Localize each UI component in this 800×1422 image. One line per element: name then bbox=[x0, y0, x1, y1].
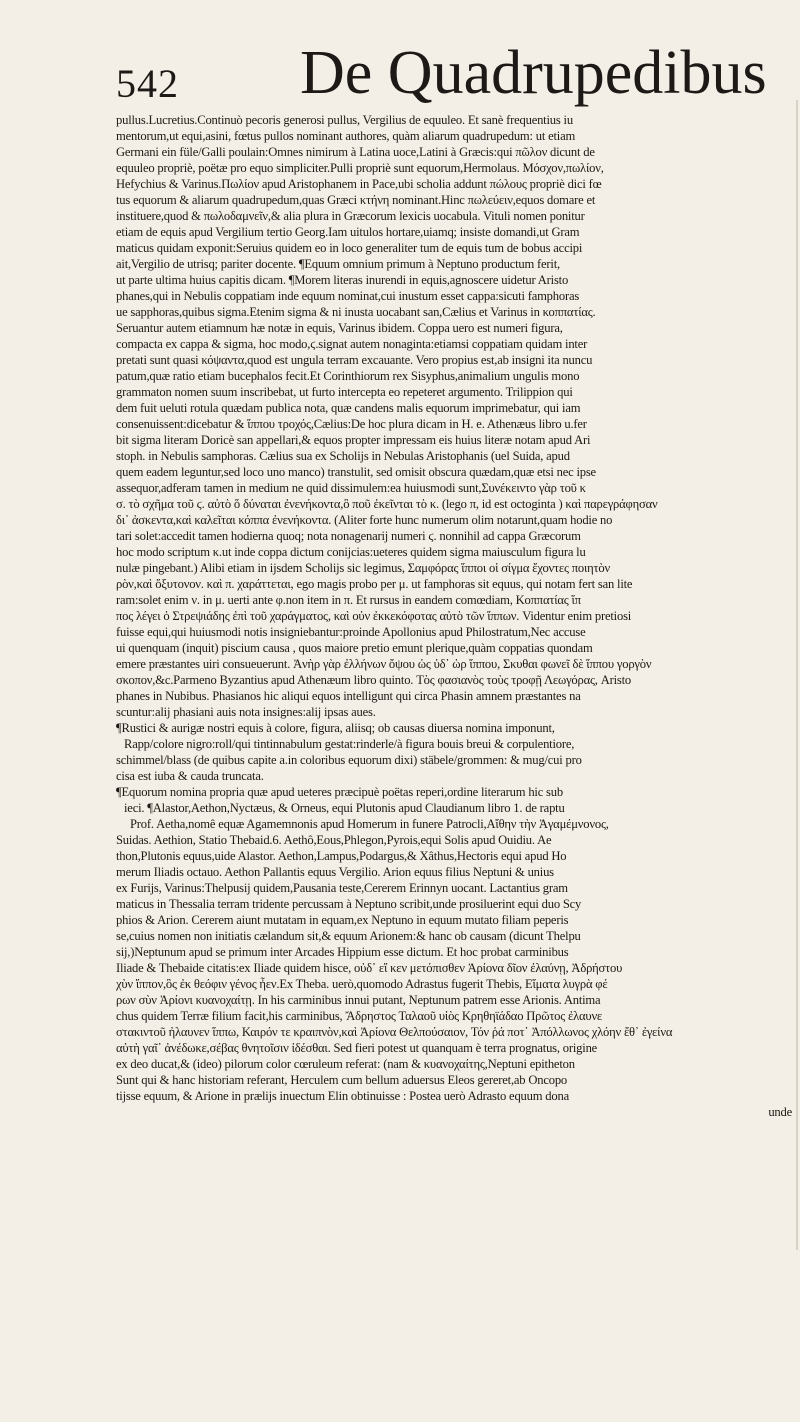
text-line: phanes in Nubibus. Phasianos hic aliqui equos intelligunt qui circa Phasin amnem præstantes na bbox=[116, 689, 581, 703]
text-line: maticus quidam exponit:Seruius quidem eo in loco generaliter tum de equis tum de bobus accipi bbox=[116, 241, 583, 255]
text-line: Iliade & Thebaide citatis:ex Iliade quidem hisce, οὐδ᾽ εἴ κεν μετόπισθεν Ἀρίονα δῖον ἐλαύνῃ, Ἀδρήστου bbox=[116, 961, 623, 975]
text-line: σ. τὸ σχῆμα τοῦ ϛ. αὐτὸ ὅ δύναται ἐνενήκοντα,ὃ ποῦ ἐκεῖνται τὸ κ. (lego π, id est octoginta ) καὶ παρεγράφησαν bbox=[116, 497, 658, 511]
text-line: ieci. ¶Alastor,Aethon,Nyctæus, & Orneus, equi Plutonis apud Claudianum libro 1. de raptu bbox=[124, 801, 565, 815]
text-line: Suidas. Aethion, Statio Thebaid.6. Aethô,Eous,Phlegon,Pyrois,equi Solis apud Ouidiu. Ae bbox=[116, 833, 552, 847]
text-line: tus equorum & aliarum quadrupedum,quas Græci κτήνη nominant.Hinc πωλεύειν,equos domare et bbox=[116, 193, 596, 207]
text-line: ¶Equorum nomina propria quæ apud ueteres præcipuè poëtas reperi,ordine literarum hic sub bbox=[116, 785, 563, 799]
text-line: tari solet:accedit tamen hodierna quoq; nota nonagenarij numeri ϛ. nonnihil ad cappa Græcorum bbox=[116, 529, 581, 543]
text-line: Rapp/colore nigro:roll/qui tintinnabulum gestat:rinderle/à figura bouis breui & corpulentiore, bbox=[124, 737, 575, 751]
text-line: bit sigma literam Doricè san appellari,& equos propter impressam eis huius literæ notam apud Ari bbox=[116, 433, 591, 447]
text-line: fuisse equi,qui huiusmodi notis insigniebantur:proinde Apollonius apud Philostratum,Nec accuse bbox=[116, 625, 586, 639]
text-line: ue sapphoras,quibus sigma.Etenim sigma & ni inusta uocabant san,Cælius et Varinus in κοππατίας. bbox=[116, 305, 596, 319]
text-line: Hefychius & Varinus.Πωλίον apud Aristophanem in Pace,ubi scholia addunt πώλους propriè dici fœ bbox=[116, 177, 602, 191]
body-text bbox=[116, 112, 792, 1232]
text-line: χὺν ἵππον,ὃς ἐκ θεόφιν γένος ἦεν.Ex Theba. uerò,quomodo Adrastus fugerit Thebis, Εἵματα λυγρὰ φέ bbox=[116, 977, 608, 991]
text-line: ρων σὺν Ἀρίονι κυανοχαίτῃ. In his carminibus innui putant, Neptunum patrem esse Arionis. Antima bbox=[116, 993, 601, 1007]
text-line: Seruantur autem etiamnum hæ notæ in equis, Varinus ibidem. Coppa uero est numeri figura, bbox=[116, 321, 563, 335]
text-line: Prof. Aetha,nomê equæ Agamemnonis apud Homerum in funere Patrocli,Αἴθην τὴν Ἀγαμέμνονος, bbox=[130, 817, 609, 831]
text-line: pullus.Lucretius.Continuò pecoris generosi pullus, Vergilius de equuleo. Et sanè frequentius iu bbox=[116, 113, 573, 127]
text-line: ut parte ultima huius capitis dicam. ¶Morem literas inurendi in equis,agnoscere uidetur Aristo bbox=[116, 273, 569, 287]
text-line: mentorum,ut equi,asini, fœtus pullos nominant authores, quàm aliarum quadrupedum: ut etiam bbox=[116, 129, 576, 143]
text-line: thon,Plutonis equus,uide Alastor. Aethon,Lampus,Podargus,& Xâthus,Hectoris equi apud Ho bbox=[116, 849, 567, 863]
text-line: hoc modo scriptum κ.ut inde coppa dictum conijcias:ueteres quidem sigma maiusculum figura lu bbox=[116, 545, 586, 559]
text-line: Germani ein füle/Galli poulain:Omnes nimirum à Latina uoce,Latini à Græcis:qui πῶλον dicunt de bbox=[116, 145, 595, 159]
text-line: instituere,quod & πωλοδαμνεῖν,& alia plura in Græcorum lexicis uocabula. Vituli nomen ponitur bbox=[116, 209, 585, 223]
text-line: nulæ pingebant.) Alibi etiam in ijsdem Scholijs sic legimus, Σαμφόρας ἵπποι οἱ σίγμα ἔχοντες ποιητὸν bbox=[116, 561, 611, 575]
text-line: cisa est iuba & cauda truncata. bbox=[116, 769, 264, 783]
text-line: στακιντοῦ ἠλαυνεν ἵππω, Καιρόν τε κραιπνὸν,καὶ Ἀρίονα Θελπούσαιον, Τόν ῥά ποτ᾽ Ἀπόλλωνος χλόην ἔθ᾽ ἐγείνα bbox=[116, 1025, 673, 1039]
text-line: etiam de equis apud Vergilium tertio Georg.Iam uitulos hortare,uiamq; insiste domandi,ut Gram bbox=[116, 225, 580, 239]
text-line: se,cuius nomen non initiatis cælandum sit,& equum Arionem:& hanc ob causam (dicunt Thelpu bbox=[116, 929, 581, 943]
text-line: chus quidem Terræ filium facit,his carminibus, Ἄδρηστος Ταλαοῦ υἱὸς Κρηθηϊάδαο Πρῶτος ἐλαυνε bbox=[116, 1009, 603, 1023]
text-line: stoph. in Nebulis samphoras. Cælius sua ex Scholijs in Nebulas Aristophanis (uel Suida, apud bbox=[116, 449, 570, 463]
text-line: schimmel/blass (de quibus capite a.in coloribus equorum dixi) stäbele/grommen: & mug/cui pro bbox=[116, 753, 582, 767]
text-line: ex deo ducat,& (ideo) pilorum color cœruleum referat: (nam & κυανοχαίτης,Neptuni epitheton bbox=[116, 1057, 575, 1071]
text-line: patum,quæ ratio etiam bucephalos fecit.Et Corinthiorum rex Sisyphus,animalium ungulis mono bbox=[116, 369, 580, 383]
text-line: ρὸν,καὶ ὅξυτονον. καὶ π. χαράττεται, ego magis probo per μ. ut famphoras sit equus, qui notam fert san lite bbox=[116, 577, 633, 591]
text-line: dem fuit ueluti rotula quædam publica nota, quæ candens malis equorum imprimebatur, qui iam bbox=[116, 401, 581, 415]
gutter-edge bbox=[796, 100, 798, 1250]
text-line: ex Furijs, Varinus:Thelpusij quidem,Pausania teste,Cererem Erinnyn uocant. Lactantius gram bbox=[116, 881, 568, 895]
catchword: unde bbox=[768, 1105, 792, 1119]
text-line: πος λέγει ὁ Στρεψιάδης ἐπὶ τοῦ χαράγματος, καὶ οὐν ἐκκεκόφοτας αὐτὸ τῶν ἵππων. Videntur enim pretiosi bbox=[116, 609, 632, 623]
text-line: equuleo propriè, poëtæ pro equo simpliciter.Pulli propriè sunt equorum,Hermolaus. Μόσχον,πωλίον, bbox=[116, 161, 604, 175]
text-line: ¶Rustici & aurigæ nostri equis à colore, figura, aliisq; ob causas diuersa nomina imponunt, bbox=[116, 721, 555, 735]
text-line: δι᾽ ἀσκεντα,καὶ καλεῖται κόππα ἐνενήκοντα. (Aliter forte hunc numerum olim notarunt,quam hodie no bbox=[116, 513, 613, 527]
text-line: quem eadem leguntur,sed loco uno manco) transtulit, sed omisit obscura quædam,quæ etsi nec ipse bbox=[116, 465, 596, 479]
text-line: merum Iliadis octauo. Aethon Pallantis equus Vergilio. Arion equus filius Neptuni & unius bbox=[116, 865, 554, 879]
text-line: grammaton nomen suum inscribebat, ut furto intercepta eo repeteret argumento. Trilippion qui bbox=[116, 385, 573, 399]
text-line: ui quenquam (inquit) piscium causa , quos maiore pretio emunt plerique,quàm coppatias quondam bbox=[116, 641, 593, 655]
text-line: maticus in Thessalia terram tridente percussam à Neptuno scribit,unde prosiluerint equi duo Scy bbox=[116, 897, 582, 911]
page-number: 542 bbox=[116, 61, 179, 106]
text-line: tijsse equum, & Arione in prælijs inuectum Elin obtinuisse : Postea uerò Adrasto equum dona bbox=[116, 1089, 569, 1103]
page-title: De Quadrupedibus bbox=[300, 39, 767, 107]
text-line: assequor,adferam tamen in medium ne quid dissimulem:ea huiusmodi sunt,Συνέκειντο γὰρ τοῦ κ bbox=[116, 481, 586, 495]
text-line: pretati sunt quasi κόψαντα,quod est ungula terram excauante. Vero propius est,ab insigni ita nuncu bbox=[116, 353, 593, 367]
text-line: ait,Vergilio de utrisq; pariter docente. ¶Equum omnium primum à Neptuno productum ferit, bbox=[116, 257, 560, 271]
text-line: σκοπον,&c.Parmeno Byzantius apud Athenæum libro quinto. Τὸς φασιανὸς τοὺς τροφῇ Λεωγόρας, Aristo bbox=[116, 673, 631, 687]
text-line: emere præstantes uiri consueuerunt. Ἀνὴρ γὰρ ἐλλήνων ὄψου ὡς ὑδ᾽ ὡρ ἵππου, Σκυθαι φωνεῖ δὲ ἵππου γοργὸν bbox=[116, 657, 652, 671]
text-line: αὐτὴ γαῖ᾽ ἀνέδωκε,σέβας θνητοῖσιν ἰδέσθαι. Sed fieri potest ut quanquam è terra prognatus, origine bbox=[116, 1041, 598, 1055]
text-line: compacta ex cappa & sigma, hoc modo,ϛ.signat autem nonaginta:etiamsi coppatiam quidam inter bbox=[116, 337, 588, 351]
text-line: phios & Arion. Cererem aiunt mutatam in equam,ex Neptuno in equum mutato filiam peperis bbox=[116, 913, 569, 927]
text-line: scuntur:alij phasiani auis nota insignes:alij ipsas aues. bbox=[116, 705, 376, 719]
text-line: phanes,qui in Nebulis coppatiam inde equum nominat,cui inustum esset cappa:sicuti famphoras bbox=[116, 289, 580, 303]
text-line: consenuissent:dicebatur & ἵππου τροχός,Cælius:De hoc plura dicam in H. e. Athenæus libro u.fer bbox=[116, 417, 587, 431]
text-line: ram:solet enim ν. in μ. uerti ante φ.non item in π. Et rursus in eandem comœdiam, Κοππατίας ἵπ bbox=[116, 593, 581, 607]
text-line: sij,)Neptunum apud se primum inter Arcades Hippium esse dictum. Et hoc probat carminibus bbox=[116, 945, 569, 959]
text-line: Sunt qui & hanc historiam referant, Herculem cum bellum aduersus Eleos gereret,ab Oncopo bbox=[116, 1073, 568, 1087]
